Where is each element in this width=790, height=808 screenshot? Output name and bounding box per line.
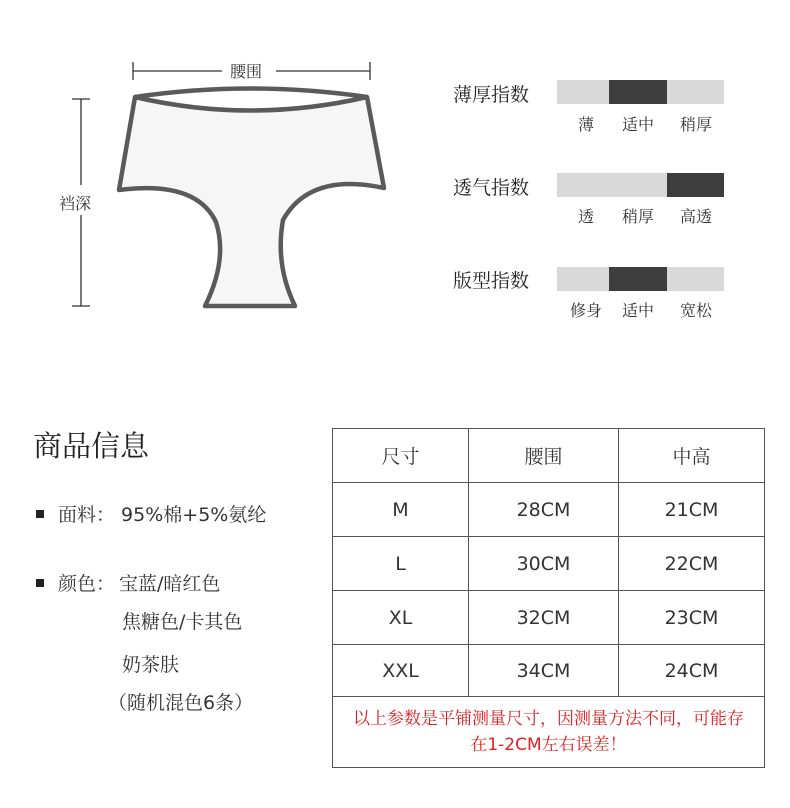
measurement-note-text: 以上参数是平铺测量尺寸，因测量方法不同，可能存在1-2CM左右误差！ [353, 709, 744, 755]
garment-diagram [0, 0, 400, 330]
thickness-bar-seg-2 [609, 80, 667, 104]
table-row [333, 645, 764, 697]
row-waist: 32CM [469, 591, 619, 644]
thickness-bar-seg-3 [667, 80, 724, 104]
thickness-bar-seg-1 [557, 80, 609, 104]
color-option-3: 奶茶肤 [122, 654, 180, 676]
color-option-2: 焦糖色/卡其色 [122, 611, 243, 633]
row-size: XL [333, 591, 469, 644]
breathability-index-title: 透气指数 [453, 177, 530, 199]
breathability-label-1: 透 [577, 207, 594, 226]
fabric-text: 面料： 95%棉+5%氨纶 [58, 504, 267, 526]
header-size: 尺寸 [333, 429, 469, 482]
row-size: M [333, 483, 469, 536]
breathability-bar-seg-3 [667, 173, 724, 197]
fit-label-3: 宽松 [679, 301, 712, 320]
fit-bar-seg-3 [667, 267, 724, 291]
row-size: XXL [333, 645, 469, 696]
color-option-1: 宝蓝/暗红色 [119, 573, 221, 595]
row-rise: 22CM [664, 552, 719, 575]
waistband-line [135, 89, 367, 98]
breathability-label-3: 高透 [679, 207, 712, 226]
thickness-label-1: 薄 [577, 115, 594, 134]
briefs-outline [119, 97, 384, 306]
thickness-index-title: 薄厚指数 [453, 84, 530, 106]
row-rise: 23CM [664, 606, 719, 629]
table-row [333, 483, 764, 537]
thickness-label-3: 稍厚 [679, 115, 712, 134]
fit-label-2: 适中 [621, 301, 654, 320]
table-header-row [333, 429, 764, 483]
table-row [333, 591, 764, 645]
colors-line [36, 569, 220, 596]
product-info-title: 商品信息 [33, 429, 150, 463]
fit-label-1: 修身 [569, 301, 602, 320]
breathability-bar-seg-2 [609, 173, 667, 197]
row-rise: 24CM [664, 659, 719, 682]
header-rise: 中高 [672, 446, 711, 468]
fit-index-title: 版型指数 [453, 270, 530, 292]
fabric-line [36, 500, 266, 527]
waist-label: 腰围 [230, 62, 263, 81]
fit-bar-seg-2 [609, 267, 667, 291]
table-row [333, 537, 764, 591]
bullet-icon [36, 510, 44, 518]
colors-label: 颜色： [58, 573, 116, 595]
header-waist: 腰围 [469, 429, 619, 482]
row-rise: 21CM [664, 498, 719, 521]
row-waist: 28CM [469, 483, 619, 536]
color-option-note: （随机混色6条） [108, 692, 254, 714]
row-waist: 30CM [469, 537, 619, 590]
row-size: L [333, 537, 469, 590]
rise-label: 裆深 [59, 194, 92, 213]
bullet-icon [36, 579, 44, 587]
thickness-label-2: 适中 [621, 115, 654, 134]
breathability-label-2: 稍厚 [621, 207, 654, 226]
row-waist: 34CM [469, 645, 619, 696]
size-table [332, 428, 765, 768]
breathability-bar-seg-1 [557, 173, 609, 197]
fit-bar-seg-1 [557, 267, 609, 291]
measurement-note [333, 697, 764, 767]
